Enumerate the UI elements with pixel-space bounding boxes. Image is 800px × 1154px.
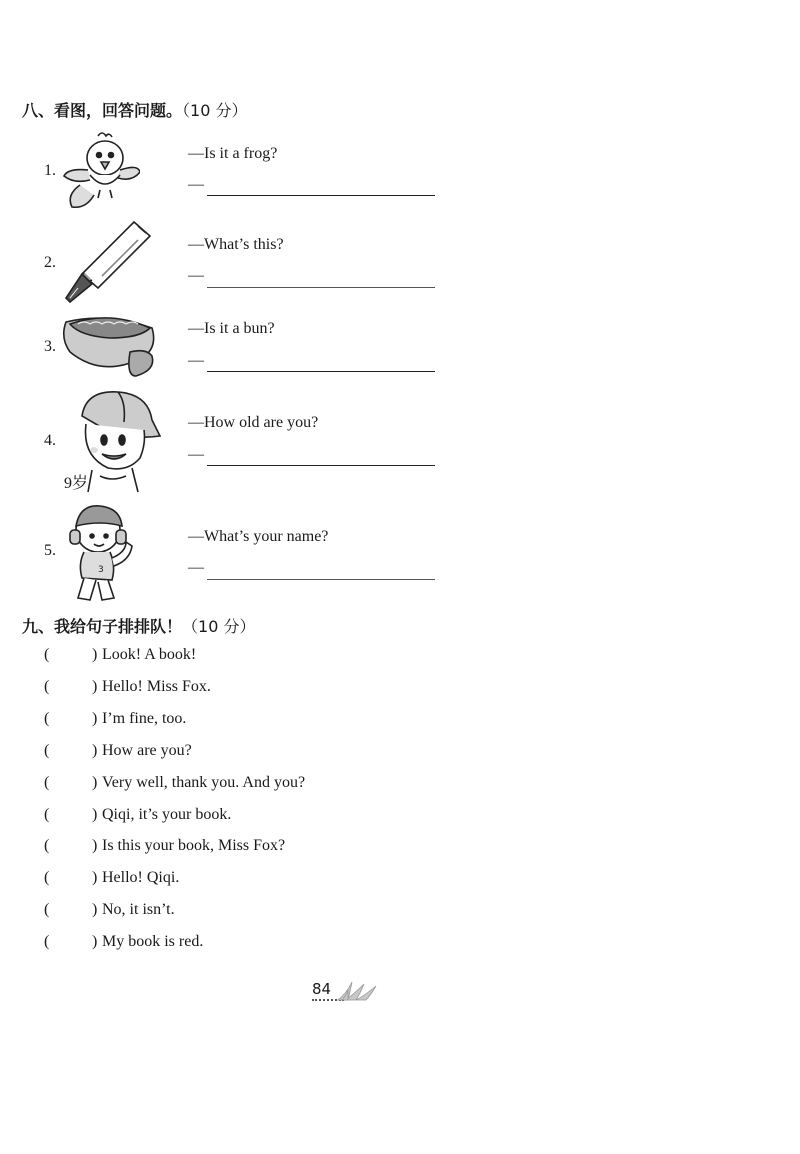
order-paren-open: ( bbox=[44, 773, 50, 791]
answer-dash: — bbox=[188, 446, 204, 463]
sentence-text: Is this your book, Miss Fox? bbox=[102, 837, 286, 855]
answer-line[interactable] bbox=[207, 195, 435, 196]
question-text: —Is it a bun? bbox=[188, 320, 275, 337]
question-number: 4. bbox=[44, 432, 56, 449]
question-text: —What’s your name? bbox=[188, 528, 329, 545]
order-paren-open: ( bbox=[44, 709, 50, 727]
order-answer-blank[interactable] bbox=[54, 742, 90, 762]
order-paren-open: ( bbox=[44, 805, 50, 823]
answer-dash: — bbox=[188, 267, 204, 284]
question-text: —How old are you? bbox=[188, 414, 319, 431]
order-paren-open: ( bbox=[44, 933, 50, 951]
sentence-text: Hello! Miss Fox. bbox=[102, 677, 211, 695]
question-2 bbox=[0, 220, 800, 320]
order-answer-blank[interactable] bbox=[54, 869, 90, 889]
question-number: 1. bbox=[44, 162, 56, 179]
question-number: 5. bbox=[44, 542, 56, 559]
question-number: 3. bbox=[44, 338, 56, 355]
order-answer-blank[interactable] bbox=[54, 933, 90, 953]
order-paren-close: ) bbox=[92, 837, 98, 855]
order-paren-close: ) bbox=[92, 869, 98, 887]
order-answer-blank[interactable] bbox=[54, 678, 90, 698]
sentence-text: Qiqi, it’s your book. bbox=[102, 805, 232, 823]
order-paren-close: ) bbox=[92, 773, 98, 791]
hotdog-icon bbox=[60, 312, 160, 378]
question-text: —Is it a frog? bbox=[188, 145, 278, 162]
order-paren-open: ( bbox=[44, 741, 50, 759]
answer-line[interactable] bbox=[207, 371, 435, 372]
sentence-text: How are you? bbox=[102, 741, 192, 759]
question-number: 2. bbox=[44, 254, 56, 271]
section-8-heading: 八、看图，回答问题。 bbox=[22, 101, 183, 120]
section-9-heading: 九、我给句子排排队！ bbox=[22, 617, 183, 636]
section-8-title bbox=[22, 98, 247, 121]
question-4 bbox=[0, 390, 800, 490]
order-paren-open: ( bbox=[44, 677, 50, 695]
section-8-points: （10 分） bbox=[182, 101, 248, 120]
kid-headphones-icon bbox=[64, 504, 138, 604]
question-text: —What’s this? bbox=[188, 236, 284, 253]
order-paren-close: ) bbox=[92, 677, 98, 695]
order-answer-blank[interactable] bbox=[54, 837, 90, 857]
order-paren-close: ) bbox=[92, 901, 98, 919]
grass-icon bbox=[336, 980, 378, 1002]
pen-icon bbox=[62, 220, 154, 304]
order-paren-open: ( bbox=[44, 901, 50, 919]
sentence-text: No, it isn’t. bbox=[102, 901, 175, 919]
order-paren-close: ) bbox=[92, 933, 98, 951]
order-paren-close: ) bbox=[92, 741, 98, 759]
order-paren-close: ) bbox=[92, 646, 98, 663]
order-answer-blank[interactable] bbox=[54, 646, 90, 666]
sentence-text: Hello! Qiqi. bbox=[102, 869, 180, 887]
order-answer-blank[interactable] bbox=[54, 901, 90, 921]
order-paren-open: ( bbox=[44, 837, 50, 855]
section-9-title bbox=[22, 614, 255, 637]
question-1 bbox=[0, 130, 800, 230]
sentence-text: Look! A book! bbox=[102, 646, 197, 663]
order-paren-open: ( bbox=[44, 646, 50, 663]
answer-dash: — bbox=[188, 559, 204, 576]
sentence-text: Very well, thank you. And you? bbox=[102, 773, 306, 791]
section-9-points: （10 分） bbox=[182, 617, 256, 636]
order-paren-close: ) bbox=[92, 805, 98, 823]
answer-dash: — bbox=[188, 352, 204, 369]
order-answer-blank[interactable] bbox=[54, 710, 90, 730]
order-paren-close: ) bbox=[92, 709, 98, 727]
order-answer-blank[interactable] bbox=[54, 774, 90, 794]
age-label: 9岁 bbox=[64, 475, 89, 492]
page-footer bbox=[312, 980, 382, 1002]
answer-line[interactable] bbox=[207, 579, 435, 580]
answer-line[interactable] bbox=[207, 465, 435, 466]
answer-line[interactable] bbox=[207, 287, 435, 288]
sentence-text: My book is red. bbox=[102, 933, 204, 951]
sentence-text: I’m fine, too. bbox=[102, 709, 187, 727]
order-paren-open: ( bbox=[44, 869, 50, 887]
page-number: 84 bbox=[312, 980, 332, 998]
order-answer-blank[interactable] bbox=[54, 806, 90, 826]
svg-text:3: 3 bbox=[98, 565, 104, 575]
answer-dash: — bbox=[188, 176, 204, 193]
question-5 bbox=[0, 500, 800, 600]
bird-icon bbox=[60, 130, 140, 212]
